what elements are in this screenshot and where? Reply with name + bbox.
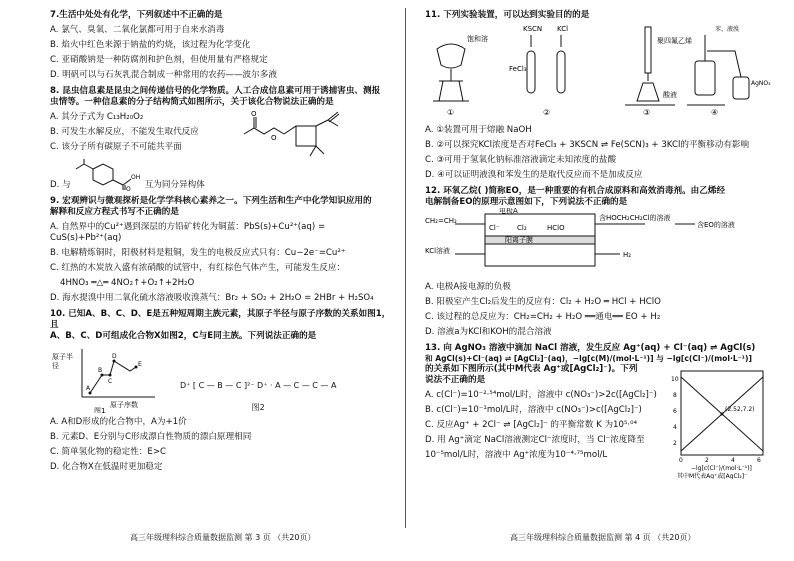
- q10-stem-line1: 10. 已知A、B、C、D、E是五种短周期主族元素，其原子半径与原子序数的关系如图1，且: [50, 309, 391, 330]
- q10-fig1-caption: 图1: [94, 407, 106, 413]
- q11-num-2: ②: [543, 108, 551, 117]
- q10-option-b: B. 元素D、E分别与C形成漂白性物质的漂白原理相同: [50, 432, 252, 442]
- q12-option-d: D. 溶液a为KCl和KOH的混合溶液: [425, 327, 552, 337]
- question-7: [50, 10, 392, 81]
- q12-stem-line2: 电解制备EO的原理示意图如下，下列说法不正确的是: [425, 197, 628, 207]
- q12-label-product: 含HOCH₂CH₂Cl的溶液: [599, 214, 671, 222]
- q10-axis-x: 原子序数: [110, 401, 138, 409]
- q8-option-d-suffix: 互为同分异构体: [144, 180, 205, 190]
- q13-graph-caption: 其中M代表Ag⁺或[AgCl₂]⁻: [677, 473, 748, 479]
- q13-option-d-line1: D. 用 Ag⁺滴定 NaCl溶液测定Cl⁻浓度时，当 Cl⁻浓度降至: [425, 434, 645, 445]
- question-10: [50, 309, 392, 473]
- q7-option-b: B. 焰火中红色来源于钠盐的灼烧，该过程为化学变化: [50, 40, 251, 50]
- q10-point-c: C: [108, 378, 113, 385]
- q13-option-d-line2: 10⁻⁵mol/L时，溶液中 Ag⁺浓度为10⁻⁴·⁷⁵mol/L: [425, 449, 608, 460]
- q12-label-electrode-a: 电极A: [499, 208, 518, 215]
- q12-option-a: A. 电极A接电源的负极: [425, 282, 511, 292]
- right-column: [425, 10, 771, 479]
- q11-label-kcl: KCl: [557, 25, 569, 33]
- q11-label-saturated: 饱和溶: [467, 35, 488, 43]
- q11-num-3: ③: [643, 108, 651, 117]
- q13-xtick-0: 0: [679, 457, 683, 464]
- q13-line4: 说法不正确的是: [425, 374, 486, 385]
- q13-graph-xlabel: −lg[c(Cl⁻)/(mol·L⁻¹)]: [691, 465, 752, 472]
- q10-figure2-formula: D⁺ [ C — B — C ]²⁻ D⁺ · A — C — C — A: [180, 380, 337, 390]
- q12-label-cl2: Cl₂: [517, 224, 527, 232]
- q13-line3: 的关系如下图所示(其中M代表 Ag⁺或[AgCl₂]⁻)。下列: [425, 363, 638, 374]
- q12-electrolysis-diagram: [425, 208, 771, 274]
- question-13: [425, 343, 771, 479]
- q9-option-a: A. 自然界中的Cu²⁺遇到深层的方铅矿转化为铜蓝：PbS(s)+Cu²⁺(aq) = CuS(s)+Pb²⁺(aq): [50, 222, 326, 243]
- q13-ytick-10: 10: [671, 376, 679, 383]
- q11-option-a: A. ①装置可用于熔融 NaOH: [425, 125, 532, 135]
- question-11: [425, 10, 771, 181]
- q9-option-c-equation: 4HNO₃ ═△═ 4NO₂↑+O₂↑+2H₂O: [60, 278, 195, 288]
- q7-stem: 7.生活中处处有化学，下列叙述中不正确的是: [50, 10, 223, 20]
- svg-text:O: O: [271, 134, 277, 142]
- q11-label-agno3: AgNO₃: [751, 80, 771, 87]
- q10-point-e: E: [138, 361, 142, 368]
- q12-option-c: C. 该过程的总反应为：CH₂=CH₂ + H₂O ══通电══ EO + H₂: [425, 312, 661, 322]
- q13-xtick-6: 6: [757, 457, 761, 464]
- q13-ytick-6: 6: [673, 408, 677, 415]
- column-divider: [405, 8, 406, 528]
- q13-ytick-4: 4: [673, 424, 677, 431]
- q13-xtick-4: 4: [731, 457, 735, 464]
- question-8: [50, 86, 392, 191]
- q10-point-b: B: [98, 367, 103, 374]
- q9-option-b: B. 电解精炼铜时，阳极材料是粗铜，发生的电极反应式只有：Cu−2e⁻=Cu²⁺: [50, 248, 346, 258]
- q10-option-d: D. 化合物X在低温时更加稳定: [50, 462, 163, 472]
- q9-stem-line1: 9. 宏观辨识与微观探析是化学学科核心素养之一。下列生活和生产中化学知识应用的: [50, 196, 372, 206]
- q7-option-a: A. 氯气、臭氧、二氧化氯都可用于自来水消毒: [50, 25, 225, 35]
- q11-option-b: B. ②可以探究KCl浓度是否对FeCl₃ + 3KSCN ⇌ Fe(SCN)₃ + 3KCl的平衡移动有影响: [425, 140, 750, 150]
- q12-option-b: B. 阳极室产生Cl₂后发生的反应有：Cl₂ + H₂O ═ HCl + HClO: [425, 297, 661, 307]
- q12-stem-line1: 12. 环氧乙烷( )简称EO，是一种重要的有机合成原料和高效消毒剂。由乙烯经: [425, 186, 726, 196]
- q11-label-benzene: 苯、液溴: [715, 26, 740, 33]
- q8-option-a: A. 其分子式为 C₁₃H₂₀O₂: [50, 112, 144, 122]
- q10-fig2-caption: 图2: [251, 402, 265, 412]
- question-12: [425, 186, 771, 338]
- q10-stem-line2: A、B、C、D可组成化合物X如图2，C与E同主族。下列说法正确的是: [50, 331, 317, 341]
- q9-stem-line2: 解释和反应方程式书写不正确的是: [50, 207, 179, 217]
- q10-option-c: C. 简单氢化物的稳定性：E>C: [50, 447, 167, 457]
- q8-isomer-structure: [73, 159, 143, 191]
- q11-label-kscn: KSCN: [523, 25, 543, 33]
- q10-option-a: A. A和D形成的化合物中，A为+1价: [50, 417, 187, 427]
- q11-stem: 11. 下列实验装置，可以达到实验目的的是: [425, 10, 590, 20]
- q12-label-eo: 含EO的溶液: [697, 221, 735, 229]
- q10-point-a: A: [86, 385, 91, 392]
- q7-option-d: D. 明矾可以与石灰乳混合制成一种常用的农药——波尔多液: [50, 70, 277, 80]
- q13-xtick-2: 2: [705, 457, 709, 464]
- q8-option-d-prefix: D. 与: [50, 180, 71, 190]
- q11-label-acid: 酸液: [663, 91, 677, 99]
- q9-option-c: C. 红热的木炭放入盛有浓硝酸的试管中，有红棕色气体产生，可能发生反应：: [50, 263, 346, 273]
- q8-option-b: B. 可发生水解反应，不能发生取代反应: [50, 127, 199, 137]
- q12-label-membrane: 阳离子膜: [505, 236, 533, 244]
- left-column: [50, 10, 392, 473]
- q11-apparatus-figure: [425, 21, 771, 117]
- q9-option-d: D. 海水提溴中用二氧化硫水溶液吸收溴蒸气：Br₂ + SO₂ + 2H₂O = 2HBr + H₂SO₄: [50, 293, 374, 303]
- q11-option-c: C. ③可用于氢氧化钠标准溶液滴定未知浓度的盐酸: [425, 155, 617, 165]
- q12-label-kcl: KCl溶液: [425, 247, 451, 255]
- q8-stem-line1: 8. 昆虫信息素是昆虫之间传递信号的化学物质。人工合成信息素可用于诱捕害虫、测报: [50, 86, 381, 96]
- q10-axis-y-line2: 径: [52, 362, 59, 370]
- q8-molecule-structure: [240, 108, 365, 160]
- q10-figure1-radius-chart: [50, 345, 160, 413]
- q13-graph-point: (2.52,7.2): [725, 406, 755, 413]
- svg-text:O: O: [251, 110, 257, 118]
- footer-page-4: 高三年级理科综合质量数据监测 第 4 页 （共20页）: [510, 533, 696, 542]
- q12-label-h2: H₂: [623, 251, 632, 259]
- q11-label-fecl3: FeCl₃: [509, 65, 527, 73]
- q7-option-c: C. 亚硝酸钠是一种防腐剂和护色剂，但使用量有严格规定: [50, 55, 268, 65]
- svg-text:OH: OH: [130, 174, 140, 181]
- footer-page-3: 高三年级理科综合质量数据监测 第 3 页 （共20页）: [130, 533, 316, 542]
- question-9: [50, 196, 392, 304]
- q11-num-1: ①: [447, 108, 455, 117]
- q11-label-ptfe: 聚四氟乙烯: [657, 37, 692, 45]
- svg-text:O: O: [125, 186, 131, 191]
- q10-axis-y-line1: 原子半: [52, 353, 73, 361]
- q8-option-c: C. 该分子所有碳原子不可能共平面: [50, 142, 182, 152]
- q13-solubility-graph: [663, 367, 771, 479]
- q13-line1: 13. 向 AgNO₃ 溶液中滴加 NaCl 溶液，发生反应 Ag⁺(aq) + Cl⁻(aq) ⇌ AgCl(s): [425, 343, 756, 353]
- q13-option-a: A. c(Cl⁻)=10⁻²·⁵⁴mol/L时，溶液中 c(NO₃⁻)>2c([AgCl₂]⁻): [425, 389, 657, 400]
- q12-label-hclo: HClO: [547, 224, 565, 232]
- q13-line2: 和 AgCl(s)+Cl⁻(aq) ⇌ [AgCl₂]⁻(aq)，−lg[c(M)/(mol·L⁻¹)] 与 −lg[c(Cl⁻)/(mol·L⁻¹)]: [425, 354, 752, 363]
- q12-label-ethylene: CH₂=CH₂: [425, 217, 457, 225]
- q13-ytick-8: 8: [673, 392, 677, 399]
- q13-ytick-2: 2: [673, 440, 677, 447]
- q13-option-b: B. c(Cl⁻)=10⁻¹mol/L时，溶液中 c(NO₃⁻)>c([AgCl₂]⁻): [425, 404, 642, 415]
- q13-option-c: C. 反应Ag⁺ + 2Cl⁻ ⇌ [AgCl₂]⁻ 的平衡常数 K 为10⁵·⁰⁴: [425, 419, 638, 430]
- q8-stem-line2: 虫情等。一种信息素的分子结构简式如图所示，关于该化合物说法正确的是: [50, 97, 334, 107]
- q11-option-d: D. ④可以证明液溴和苯发生的是取代反应而不是加成反应: [425, 170, 643, 180]
- q12-label-cl-ion: Cl⁻: [489, 224, 500, 232]
- q11-num-4: ④: [711, 108, 719, 117]
- q10-point-d: D: [112, 353, 117, 360]
